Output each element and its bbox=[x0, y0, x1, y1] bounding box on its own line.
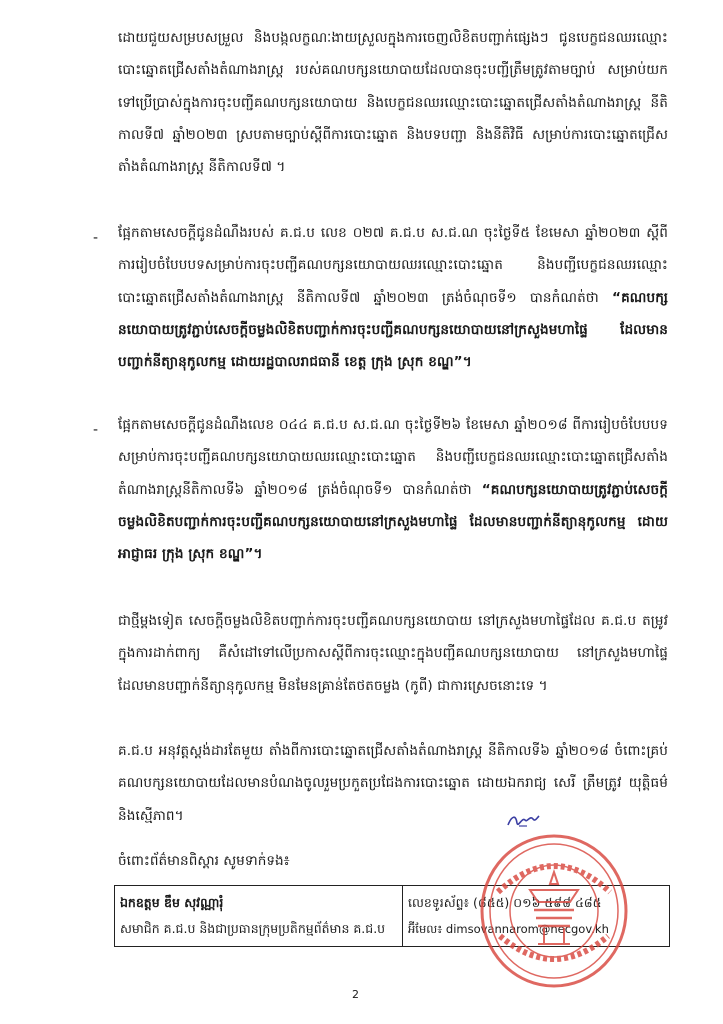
clarification-paragraph bbox=[118, 605, 668, 702]
contact-email[interactable]: អ៊ីមែល៖ dimsovannarom@necgov.kh bbox=[408, 922, 609, 936]
bullet-paragraph-1 bbox=[118, 217, 668, 378]
bullet-marker-2: - bbox=[93, 422, 99, 438]
bullet-marker-1: - bbox=[93, 230, 99, 246]
contact-heading: ចំពោះព័ត៌មានពិស្តារ សូមទាក់ទង៖ bbox=[118, 853, 290, 869]
standard-paragraph bbox=[118, 735, 668, 832]
bullet1-quote: “គណបក្សនយោបាយត្រូវភ្ជាប់សេចក្តីចម្លងលិខិតបញ្ជាក់ការចុះបញ្ជីគណបក្សនយោបាយនៅក្រសួងមហាផ្ទៃ ដែលមានបញ្ជាក់នីត្យានុកូលកម្ម ដោយរដ្ឋបាលរាជធានី ខេត្ត ក្រុង ស្រុក ខណ្ឌ”។ bbox=[118, 289, 668, 371]
intro-text: ដោយជួយសម្របសម្រួល និងបង្កលក្ខណៈងាយស្រួលក្នុងការចេញលិខិតបញ្ជាក់ផ្សេងៗ ជូនបេក្ខជនឈរឈ្មោះបោះឆ្នោតជ្រើសតាំងតំណាងរាស្ត្រ របស់គណបក្សនយោបាយដែលបានចុះបញ្ជីត្រឹមត្រូវតាមច្បាប់ សម្រាប់យកទៅប្រើប្រាស់ក្នុងការចុះបញ្ជីគណបក្សនយោបាយ និងបេក្ខជនឈរឈ្មោះបោះឆ្នោតជ្រើសតាំងតំណាងរាស្ត្រ នីតិកាលទី៧ ឆ្នាំ២០២៣ ស្របតាមច្បាប់ស្តីពីការបោះឆ្នោត និងបទបញ្ជា និងនីតិវិធី សម្រាប់ការបោះឆ្នោតជ្រើសតាំងតំណាងរាស្ត្រ នីតិកាលទី៧ ។ bbox=[118, 30, 668, 176]
signature-mark bbox=[505, 811, 541, 831]
clarification-text: ជាថ្មីម្តងទៀត សេចក្តីចម្លងលិខិតបញ្ជាក់ការចុះបញ្ជីគណបក្សនយោបាយ នៅក្រសួងមហាផ្ទៃដែល គ.ជ.ប តម្រូវក្នុងការដាក់ពាក្យ គឺសំដៅទៅលើប្រកាសស្តីពីការចុះឈ្មោះក្នុងបញ្ជីគណបក្សនយោបាយ នៅក្រសួងមហាផ្ទៃ ដែលមានបញ្ជាក់នីត្យានុកូលកម្ម មិនមែនគ្រាន់តែថតចម្លង (កូពី) ជាការស្រេចនោះទេ ។ bbox=[118, 613, 668, 694]
bullet1-text: ផ្អែកតាមសេចក្តីជូនដំណឹងរបស់ គ.ជ.ប លេខ ០២៧ គ.ជ.ប ស.ជ.ណ ចុះថ្ងៃទី៥ ខែមេសា ឆ្នាំ២០២៣ ស្តីពីការរៀបចំបែបបទសម្រាប់ការចុះបញ្ជីគណបក្សនយោបាយឈរឈ្មោះបោះឆ្នោត និងបញ្ជីបេក្ខជនឈរឈ្មោះបោះឆ្នោតជ្រើសតាំងតំណាងរាស្ត្រ នីតិកាលទី៧ ឆ្នាំ២០២៣ ត្រង់ចំណុចទី១ បានកំណត់ថា bbox=[118, 225, 668, 306]
standard-text: គ.ជ.ប អនុវត្តស្តង់ដារតែមួយ តាំងពីការបោះឆ្នោតជ្រើសតាំងតំណាងរាស្ត្រ នីតិកាលទី៦ ឆ្នាំ២០១៨ ចំពោះគ្រប់គណបក្សនយោបាយដែលមានបំណងចូលរួមប្រកួតប្រជែងការបោះឆ្នោត ដោយឯករាជ្យ សេរី ត្រឹមត្រូវ យុត្តិធម៌ និងស្មើភាព។ bbox=[118, 743, 668, 824]
bullet-paragraph-2 bbox=[118, 409, 668, 570]
intro-paragraph bbox=[118, 22, 668, 183]
contact-role: សមាជិក គ.ជ.ប និងជាប្រធានក្រុមប្រតិកម្មព័ត៌មាន គ.ជ.ប bbox=[120, 921, 386, 936]
bullet2-quote: “គណបក្សនយោបាយត្រូវភ្ជាប់សេចក្តីចម្លងលិខិតបញ្ជាក់ការចុះបញ្ជីគណបក្សនយោបាយនៅក្រសួងមហាផ្ទៃ ដែលមានបញ្ជាក់នីត្យានុកូលកម្ម ដោយអាជ្ញាធរ ក្រុង ស្រុក ខណ្ឌ”។ bbox=[118, 481, 668, 563]
bullet2-text: ផ្អែកតាមសេចក្តីជូនដំណឹងលេខ ០៤៤ គ.ជ.ប ស.ជ.ណ ចុះថ្ងៃទី២៦ ខែមេសា ឆ្នាំ២០១៨ ពីការរៀបចំបែបបទសម្រាប់ការចុះបញ្ជីគណបក្សនយោបាយឈរឈ្មោះបោះឆ្នោត និងបញ្ជីបេក្ខជនឈរឈ្មោះបោះឆ្នោតជ្រើសតាំងតំណាងរាស្ត្រនីតិកាលទី៦ ឆ្នាំ២០១៨ ត្រង់ចំណុចទី១ បានកំណត់ថា bbox=[118, 417, 668, 498]
official-seal bbox=[478, 832, 630, 990]
page-number: 2 bbox=[352, 988, 359, 1001]
contact-person-cell bbox=[115, 886, 403, 947]
contact-name: ឯកឧត្តម ឌឹម សុវណ្ណារុំ bbox=[120, 895, 224, 910]
contact-phone: លេខទូរស័ព្ទ៖ (៨៥៥) ០១៦ ៥៩៨ ៤៨៥ bbox=[408, 895, 602, 910]
